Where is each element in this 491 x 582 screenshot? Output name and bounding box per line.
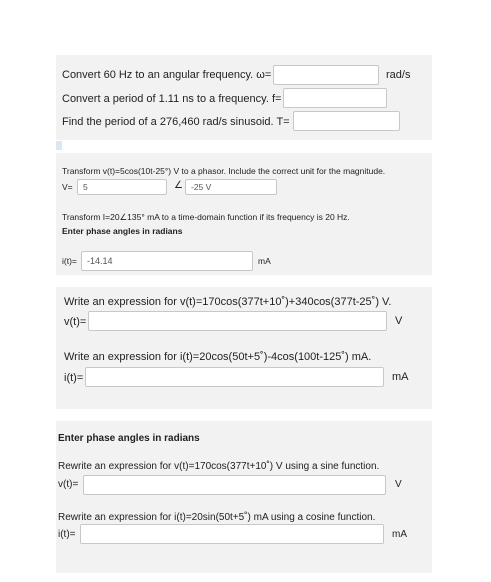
angular-frequency-label: Convert 60 Hz to an angular frequency. ω= <box>62 69 272 81</box>
phasor-angle-input[interactable]: -25 V <box>185 179 277 195</box>
period-input[interactable] <box>293 111 400 131</box>
current-expression-question: Write an expression for i(t)=20cos(50t+5˚)-4cos(100t-125˚) mA. <box>64 351 372 363</box>
frequency-input[interactable] <box>283 88 387 108</box>
radians-note-2: Enter phase angles in radians <box>58 433 200 444</box>
time-domain-question: Transform I=20∠135° mA to a time-domain function if its frequency is 20 Hz. <box>62 212 350 222</box>
current-expression-input[interactable] <box>85 367 384 387</box>
sine-rewrite-question: Rewrite an expression for v(t)=170cos(377t+10˚) V using a sine function. <box>58 461 380 472</box>
period-label: Find the period of a 276,460 rad/s sinusoid. T= <box>62 116 290 128</box>
voltage-expression-unit: V <box>395 315 403 327</box>
panel-accent <box>56 141 62 150</box>
time-domain-i-label: i(t)= <box>62 256 77 266</box>
voltage-expression-label: v(t)= <box>64 316 87 328</box>
current-expression-label: i(t)= <box>64 372 84 384</box>
time-domain-i-input[interactable]: -14.14 <box>81 251 253 271</box>
time-domain-i-unit: mA <box>258 256 271 266</box>
radians-note: Enter phase angles in radians <box>62 226 183 236</box>
cosine-rewrite-question: Rewrite an expression for i(t)=20sin(50t+5˚) mA using a cosine function. <box>58 512 376 523</box>
current-expression-unit: mA <box>392 371 409 383</box>
sine-rewrite-input[interactable] <box>83 475 386 495</box>
phasor-v-label: V= <box>62 182 73 192</box>
frequency-label: Convert a period of 1.11 ns to a frequency. f= <box>62 93 282 105</box>
sine-rewrite-label: v(t)= <box>58 479 79 490</box>
voltage-expression-input[interactable] <box>88 311 387 331</box>
voltage-expression-question: Write an expression for v(t)=170cos(377t+10˚)+340cos(377t-25˚) V. <box>64 296 392 308</box>
sine-rewrite-unit: V <box>395 479 402 490</box>
phasor-question: Transform v(t)=5cos(10t-25°) V to a phasor. Include the correct unit for the magnitude. <box>62 166 386 176</box>
phasor-magnitude-input[interactable]: 5 <box>77 179 167 195</box>
angle-icon: ∠ <box>174 180 183 191</box>
angular-frequency-input[interactable] <box>273 65 379 85</box>
angular-frequency-unit: rad/s <box>386 69 411 81</box>
cosine-rewrite-label: i(t)= <box>58 529 76 540</box>
cosine-rewrite-unit: mA <box>392 529 407 540</box>
cosine-rewrite-input[interactable] <box>80 524 384 544</box>
